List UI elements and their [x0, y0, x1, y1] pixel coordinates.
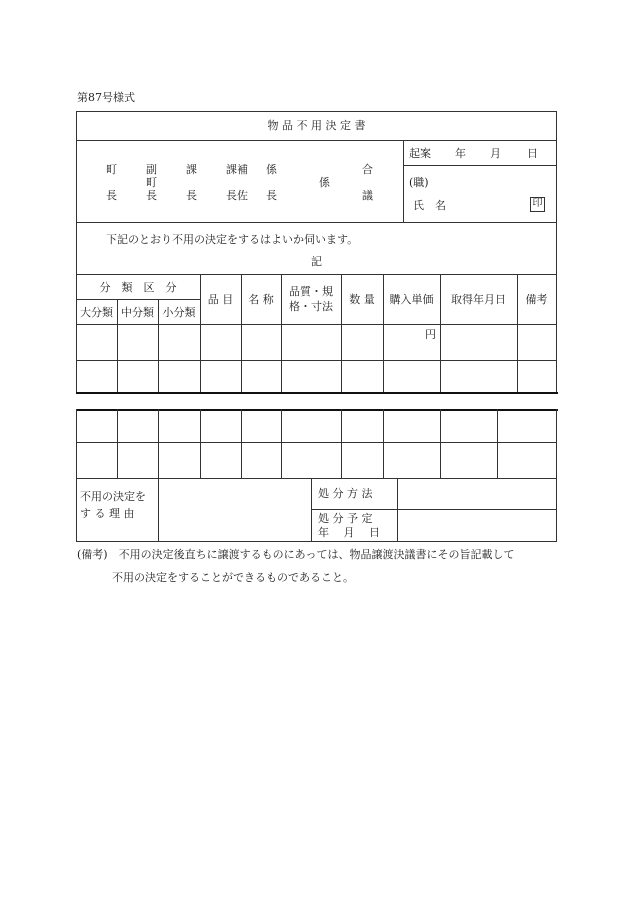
statement-text: 下記のとおり不用の決定をするはよいか伺います。 — [106, 233, 359, 246]
header-classification: 分 類 区 分 — [99, 281, 177, 294]
approval-staff: 係 — [319, 176, 330, 189]
draft-name-label: 氏 名 — [413, 199, 446, 212]
draft-day: 日 — [527, 147, 538, 160]
note-line2: 不用の決定をすることができるものであること。 — [112, 571, 354, 584]
header-large-class: 大分類 — [80, 306, 113, 319]
draft-month: 月 — [490, 147, 501, 160]
draft-year: 年 — [455, 147, 466, 160]
reason-label-line2: す る 理 由 — [80, 507, 135, 520]
approval-town-mayor-bottom: 長 — [106, 189, 117, 202]
approval-deputy-top: 副 — [146, 163, 157, 176]
approval-assistant-bottom: 長佐 — [226, 189, 248, 202]
header-medium-class: 中分類 — [121, 306, 154, 319]
approval-subsection-chief-top: 係 — [266, 163, 277, 176]
header-quantity: 数 量 — [349, 293, 375, 306]
note-line1: (備考) 不用の決定後直ちに譲渡するものにあっては、物品譲渡決議書にその旨記載して — [77, 548, 515, 561]
approval-section-chief-bottom: 長 — [186, 189, 197, 202]
header-spec-line1: 品質・規 — [289, 285, 333, 298]
header-unit-price: 購入単価 — [389, 293, 434, 306]
header-name: 名 称 — [248, 293, 274, 306]
form-title: 物 品 不 用 決 定 書 — [267, 119, 366, 132]
approval-town-mayor-top: 町 — [106, 163, 117, 176]
header-acquired-date: 取得年月日 — [451, 293, 506, 306]
header-item: 品 目 — [207, 293, 234, 306]
draft-position: (職) — [409, 176, 429, 189]
header-small-class: 小分類 — [162, 306, 196, 319]
disposal-method-label: 処 分 方 法 — [318, 487, 373, 500]
ki-label: 記 — [311, 255, 322, 268]
header-remarks: 備考 — [525, 293, 548, 306]
approval-consult-top: 合 — [362, 163, 373, 176]
approval-deputy-bottom: 長 — [146, 189, 157, 202]
disposal-date-label-line2: 年 月 日 — [318, 526, 380, 539]
draft-label: 起案 — [409, 147, 431, 160]
form-number: 第87号様式 — [77, 91, 135, 104]
approval-consult-bottom: 議 — [362, 189, 373, 202]
approval-subsection-chief-bottom: 長 — [266, 189, 277, 202]
reason-label-line1: 不用の決定を — [80, 490, 146, 503]
header-spec-line2: 格・寸法 — [289, 300, 333, 313]
disposal-date-label-line1: 処 分 予 定 — [318, 512, 373, 525]
approval-section-chief-top: 課 — [186, 163, 197, 176]
approval-assistant-top: 課補 — [226, 163, 248, 176]
approval-deputy-mid: 町 — [146, 176, 157, 189]
unit-yen: 円 — [425, 328, 436, 341]
seal-icon: 印 — [530, 197, 545, 212]
